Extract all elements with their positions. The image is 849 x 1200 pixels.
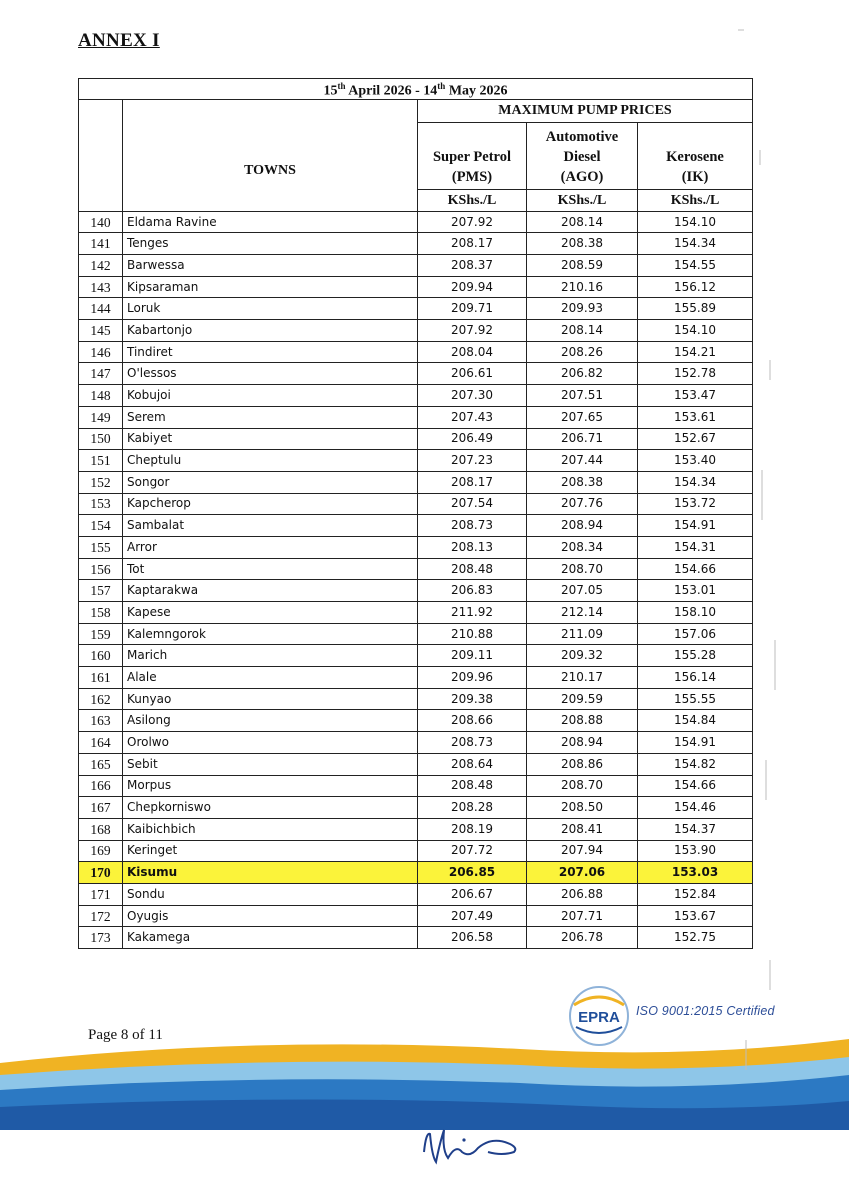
pump-price-table xyxy=(78,78,753,949)
petrol-price: 208.04 xyxy=(418,341,527,363)
kerosene-price: 153.03 xyxy=(638,862,753,884)
period-heading: 15th April 2026 - 14th May 2026 xyxy=(79,79,753,100)
diesel-price: 208.14 xyxy=(527,320,638,342)
row-number: 169 xyxy=(79,840,123,862)
kerosene-price: 154.82 xyxy=(638,753,753,775)
diesel-price: 208.70 xyxy=(527,558,638,580)
kerosene-price: 154.21 xyxy=(638,341,753,363)
town-name: Marich xyxy=(123,645,418,667)
row-number: 144 xyxy=(79,298,123,320)
town-name: Kapcherop xyxy=(123,493,418,515)
diesel-price: 208.38 xyxy=(527,471,638,493)
table-row xyxy=(79,363,753,385)
town-name: Oyugis xyxy=(123,905,418,927)
diesel-price: 208.94 xyxy=(527,515,638,537)
petrol-price: 209.38 xyxy=(418,688,527,710)
table-row xyxy=(79,840,753,862)
petrol-price: 206.58 xyxy=(418,927,527,949)
row-number: 146 xyxy=(79,341,123,363)
kerosene-price: 154.34 xyxy=(638,471,753,493)
diesel-price: 207.05 xyxy=(527,580,638,602)
row-number: 172 xyxy=(79,905,123,927)
petrol-price: 211.92 xyxy=(418,602,527,624)
row-number: 157 xyxy=(79,580,123,602)
petrol-price: 207.92 xyxy=(418,320,527,342)
petrol-price: 207.92 xyxy=(418,211,527,233)
kerosene-price: 155.55 xyxy=(638,688,753,710)
diesel-price: 208.94 xyxy=(527,732,638,754)
diesel-price: 207.71 xyxy=(527,905,638,927)
kerosene-price: 154.31 xyxy=(638,536,753,558)
town-name: Kisumu xyxy=(123,862,418,884)
petrol-price: 207.23 xyxy=(418,450,527,472)
diesel-price: 209.59 xyxy=(527,688,638,710)
kerosene-price: 153.90 xyxy=(638,840,753,862)
table-row xyxy=(79,732,753,754)
town-name: Barwessa xyxy=(123,255,418,277)
table-row xyxy=(79,385,753,407)
diesel-price: 208.34 xyxy=(527,536,638,558)
town-name: Sondu xyxy=(123,883,418,905)
kerosene-price: 153.47 xyxy=(638,385,753,407)
town-name: Tindiret xyxy=(123,341,418,363)
diesel-price: 207.94 xyxy=(527,840,638,862)
table-row xyxy=(79,536,753,558)
town-name: Kapese xyxy=(123,602,418,624)
kerosene-price: 154.91 xyxy=(638,732,753,754)
row-number: 143 xyxy=(79,276,123,298)
row-number: 154 xyxy=(79,515,123,537)
petrol-price: 207.49 xyxy=(418,905,527,927)
row-number: 145 xyxy=(79,320,123,342)
diesel-price: 206.88 xyxy=(527,883,638,905)
row-number: 173 xyxy=(79,927,123,949)
diesel-price: 208.26 xyxy=(527,341,638,363)
town-name: Kobujoi xyxy=(123,385,418,407)
table-row xyxy=(79,320,753,342)
row-number: 170 xyxy=(79,862,123,884)
table-row xyxy=(79,753,753,775)
kerosene-heading: Kerosene (IK) xyxy=(638,122,753,189)
town-name: Serem xyxy=(123,406,418,428)
petrol-price: 206.49 xyxy=(418,428,527,450)
iso-certification: ISO 9001:2015 Certified xyxy=(636,1004,775,1018)
table-row xyxy=(79,623,753,645)
table-row xyxy=(79,255,753,277)
diesel-price: 210.16 xyxy=(527,276,638,298)
row-number: 152 xyxy=(79,471,123,493)
town-name: Kalemngorok xyxy=(123,623,418,645)
row-number: 158 xyxy=(79,602,123,624)
town-name: Kunyao xyxy=(123,688,418,710)
kerosene-price: 152.78 xyxy=(638,363,753,385)
petrol-price: 208.17 xyxy=(418,471,527,493)
row-number: 140 xyxy=(79,211,123,233)
petrol-price: 206.85 xyxy=(418,862,527,884)
table-row xyxy=(79,406,753,428)
kerosene-price: 154.10 xyxy=(638,320,753,342)
petrol-price: 208.17 xyxy=(418,233,527,255)
kerosene-price: 154.46 xyxy=(638,797,753,819)
petrol-price: 208.13 xyxy=(418,536,527,558)
petrol-price: 208.64 xyxy=(418,753,527,775)
kerosene-price: 153.67 xyxy=(638,905,753,927)
petrol-price: 208.73 xyxy=(418,515,527,537)
table-row xyxy=(79,233,753,255)
kerosene-price: 156.14 xyxy=(638,667,753,689)
kerosene-price: 152.67 xyxy=(638,428,753,450)
diesel-price: 208.41 xyxy=(527,818,638,840)
town-name: Kaibichbich xyxy=(123,818,418,840)
table-row xyxy=(79,558,753,580)
petrol-price: 209.71 xyxy=(418,298,527,320)
row-number: 159 xyxy=(79,623,123,645)
table-row xyxy=(79,667,753,689)
diesel-price: 208.50 xyxy=(527,797,638,819)
row-number: 151 xyxy=(79,450,123,472)
town-name: Arror xyxy=(123,536,418,558)
petrol-price: 207.43 xyxy=(418,406,527,428)
petrol-price: 209.94 xyxy=(418,276,527,298)
row-number: 163 xyxy=(79,710,123,732)
table-row xyxy=(79,276,753,298)
diesel-price: 208.70 xyxy=(527,775,638,797)
diesel-price: 206.71 xyxy=(527,428,638,450)
petrol-heading: Super Petrol (PMS) xyxy=(418,122,527,189)
petrol-price: 208.66 xyxy=(418,710,527,732)
kerosene-price: 152.84 xyxy=(638,883,753,905)
row-number: 142 xyxy=(79,255,123,277)
petrol-price: 208.48 xyxy=(418,775,527,797)
town-name: Sebit xyxy=(123,753,418,775)
number-header-cell xyxy=(79,99,123,211)
kerosene-price: 154.37 xyxy=(638,818,753,840)
town-name: Kakamega xyxy=(123,927,418,949)
row-number: 160 xyxy=(79,645,123,667)
diesel-price: 210.17 xyxy=(527,667,638,689)
row-number: 165 xyxy=(79,753,123,775)
diesel-price: 208.38 xyxy=(527,233,638,255)
row-number: 171 xyxy=(79,883,123,905)
diesel-price: 206.82 xyxy=(527,363,638,385)
diesel-price: 207.44 xyxy=(527,450,638,472)
table-row xyxy=(79,797,753,819)
annex-title: ANNEX I xyxy=(78,30,160,51)
page-number: Page 8 of 11 xyxy=(88,1027,163,1043)
town-name: Kaptarakwa xyxy=(123,580,418,602)
town-name: Alale xyxy=(123,667,418,689)
row-number: 150 xyxy=(79,428,123,450)
town-name: Kabiyet xyxy=(123,428,418,450)
petrol-unit: KShs./L xyxy=(418,189,527,211)
diesel-price: 209.93 xyxy=(527,298,638,320)
row-number: 168 xyxy=(79,818,123,840)
diesel-price: 208.14 xyxy=(527,211,638,233)
row-number: 148 xyxy=(79,385,123,407)
row-number: 161 xyxy=(79,667,123,689)
signature xyxy=(418,1122,528,1172)
kerosene-price: 154.66 xyxy=(638,775,753,797)
table-row xyxy=(79,515,753,537)
kerosene-price: 154.55 xyxy=(638,255,753,277)
kerosene-price: 153.40 xyxy=(638,450,753,472)
diesel-price: 208.88 xyxy=(527,710,638,732)
town-name: Kipsaraman xyxy=(123,276,418,298)
table-row xyxy=(79,450,753,472)
kerosene-price: 154.10 xyxy=(638,211,753,233)
diesel-price: 208.86 xyxy=(527,753,638,775)
petrol-price: 210.88 xyxy=(418,623,527,645)
town-name: Tenges xyxy=(123,233,418,255)
town-name: Cheptulu xyxy=(123,450,418,472)
town-name: Sambalat xyxy=(123,515,418,537)
kerosene-unit: KShs./L xyxy=(638,189,753,211)
petrol-price: 208.28 xyxy=(418,797,527,819)
town-name: O'lessos xyxy=(123,363,418,385)
kerosene-price: 153.72 xyxy=(638,493,753,515)
max-prices-heading: MAXIMUM PUMP PRICES xyxy=(418,99,753,122)
town-name: Eldama Ravine xyxy=(123,211,418,233)
kerosene-price: 154.34 xyxy=(638,233,753,255)
kerosene-price: 158.10 xyxy=(638,602,753,624)
row-number: 156 xyxy=(79,558,123,580)
diesel-price: 211.09 xyxy=(527,623,638,645)
petrol-price: 208.19 xyxy=(418,818,527,840)
kerosene-price: 154.84 xyxy=(638,710,753,732)
table-row xyxy=(79,428,753,450)
table-row xyxy=(79,645,753,667)
town-name: Asilong xyxy=(123,710,418,732)
town-name: Kabartonjo xyxy=(123,320,418,342)
table-row xyxy=(79,927,753,949)
kerosene-price: 157.06 xyxy=(638,623,753,645)
row-number: 166 xyxy=(79,775,123,797)
town-name: Chepkorniswo xyxy=(123,797,418,819)
footer-wave-banner xyxy=(0,1035,849,1130)
table-row xyxy=(79,688,753,710)
table-row xyxy=(79,775,753,797)
row-number: 141 xyxy=(79,233,123,255)
table-row xyxy=(79,298,753,320)
table-row xyxy=(79,341,753,363)
diesel-price: 207.51 xyxy=(527,385,638,407)
town-name: Orolwo xyxy=(123,732,418,754)
petrol-price: 207.54 xyxy=(418,493,527,515)
table-row xyxy=(79,580,753,602)
town-name: Songor xyxy=(123,471,418,493)
row-number: 147 xyxy=(79,363,123,385)
diesel-price: 212.14 xyxy=(527,602,638,624)
petrol-price: 209.11 xyxy=(418,645,527,667)
petrol-price: 207.30 xyxy=(418,385,527,407)
kerosene-price: 153.01 xyxy=(638,580,753,602)
kerosene-price: 154.91 xyxy=(638,515,753,537)
table-row xyxy=(79,883,753,905)
table-row xyxy=(79,602,753,624)
table-row xyxy=(79,862,753,884)
kerosene-price: 155.28 xyxy=(638,645,753,667)
kerosene-price: 152.75 xyxy=(638,927,753,949)
diesel-price: 207.76 xyxy=(527,493,638,515)
diesel-price: 208.59 xyxy=(527,255,638,277)
petrol-price: 207.72 xyxy=(418,840,527,862)
diesel-heading: Automotive Diesel (AGO) xyxy=(527,122,638,189)
petrol-price: 208.73 xyxy=(418,732,527,754)
town-name: Tot xyxy=(123,558,418,580)
petrol-price: 206.61 xyxy=(418,363,527,385)
row-number: 164 xyxy=(79,732,123,754)
petrol-price: 206.83 xyxy=(418,580,527,602)
row-number: 153 xyxy=(79,493,123,515)
diesel-price: 207.65 xyxy=(527,406,638,428)
epra-logo-text: EPRA xyxy=(578,1009,620,1026)
town-name: Morpus xyxy=(123,775,418,797)
towns-heading: TOWNS xyxy=(123,99,418,211)
kerosene-price: 154.66 xyxy=(638,558,753,580)
table-row xyxy=(79,710,753,732)
kerosene-price: 153.61 xyxy=(638,406,753,428)
kerosene-price: 155.89 xyxy=(638,298,753,320)
petrol-price: 208.37 xyxy=(418,255,527,277)
row-number: 149 xyxy=(79,406,123,428)
kerosene-price: 156.12 xyxy=(638,276,753,298)
row-number: 155 xyxy=(79,536,123,558)
diesel-price: 206.78 xyxy=(527,927,638,949)
table-row xyxy=(79,211,753,233)
table-row xyxy=(79,471,753,493)
table-row xyxy=(79,905,753,927)
row-number: 162 xyxy=(79,688,123,710)
table-row xyxy=(79,818,753,840)
diesel-unit: KShs./L xyxy=(527,189,638,211)
table-row xyxy=(79,493,753,515)
row-number: 167 xyxy=(79,797,123,819)
petrol-price: 209.96 xyxy=(418,667,527,689)
price-rows xyxy=(79,211,753,948)
petrol-price: 206.67 xyxy=(418,883,527,905)
petrol-price: 208.48 xyxy=(418,558,527,580)
town-name: Keringet xyxy=(123,840,418,862)
town-name: Loruk xyxy=(123,298,418,320)
diesel-price: 209.32 xyxy=(527,645,638,667)
diesel-price: 207.06 xyxy=(527,862,638,884)
